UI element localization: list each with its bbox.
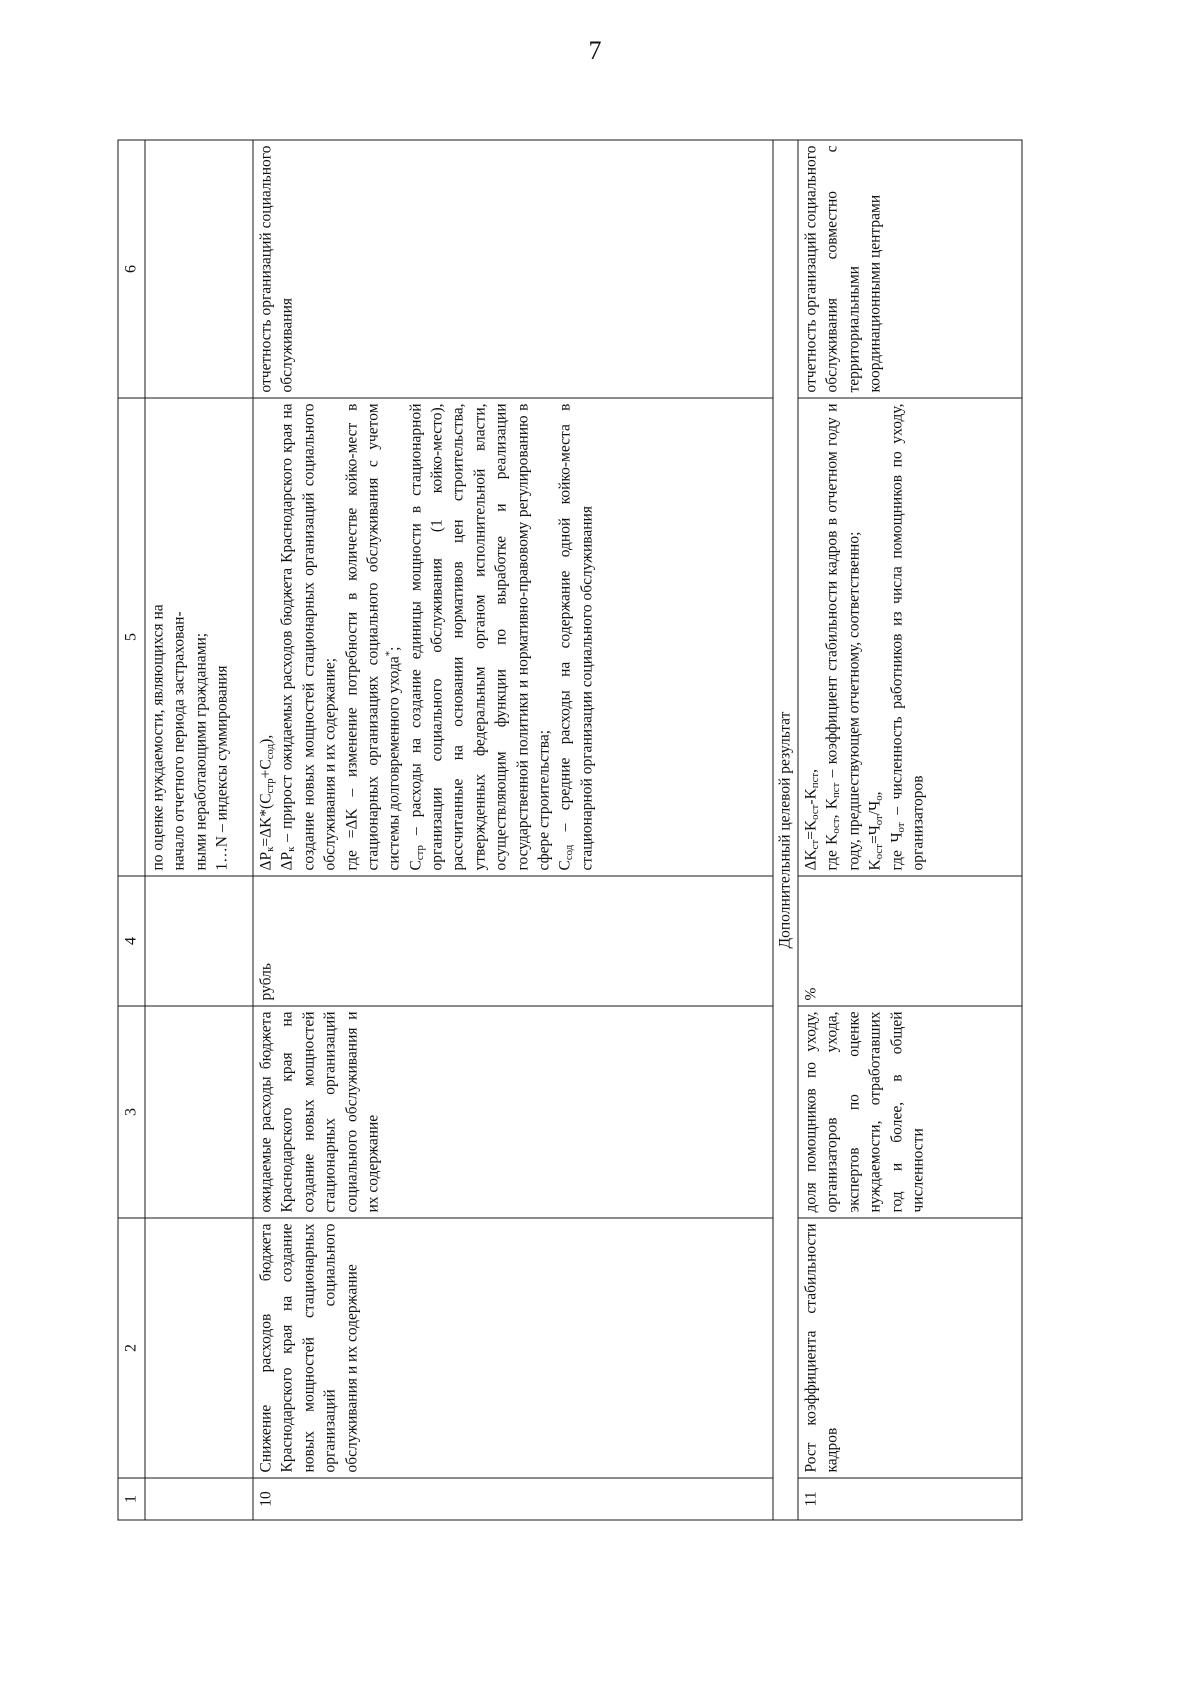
column-number: 1 xyxy=(118,1478,145,1520)
formula-explanation: $\Delta P_к$ – прирост ожидаемых расходов бюджета Краснодарского края на создание новых мощностей стационарных организаций социального обслуживания и их содержание; xyxy=(278,403,339,870)
table-row-10 xyxy=(253,140,773,1520)
cell-source xyxy=(145,140,253,398)
rotated-table-container xyxy=(118,140,1023,1520)
method-line: ными неработающими гражданами; xyxy=(192,632,210,870)
row-number: 10 xyxy=(253,1478,773,1520)
method-line: 1…N – индексы суммирования xyxy=(213,665,231,870)
method-line: начало отчетного периода застрахован- xyxy=(170,610,188,870)
column-number-row xyxy=(118,140,145,1520)
calculation-method xyxy=(253,398,773,876)
method-line: по оценке нуждаемости, являющихся на xyxy=(149,603,167,870)
section-heading: Дополнительный целевой результат xyxy=(773,140,798,1520)
unit-of-measure: % xyxy=(798,876,1022,1006)
data-source: отчетность организаций социального обслуживания xyxy=(253,140,773,398)
cell-number xyxy=(145,1478,253,1520)
formula-explanation: $C_{сод}$ – средние расходы на содержание одной койко-места в стационарной организации социального обслуживания xyxy=(556,403,596,870)
formula-explanation: где =ΔK – изменение потребности в количестве койко-мест в стационарных организациях социального обслуживания с учетом системы долговременного ухода*; xyxy=(343,403,403,870)
formula: $K_{ост}=Ч_{от}/Ч_о$, xyxy=(866,791,886,870)
column-number: 4 xyxy=(118,876,145,1006)
indicator-definition: доля помощников по уходу, организаторов ухода, экспертов по оценке нуждаемости, отработавших год и более, в общей численности xyxy=(798,1006,1022,1218)
indicator-name: Снижение расходов бюджета Краснодарского края на создание новых мощностей стационарных организаций социального обслуживания и их содержание xyxy=(253,1218,773,1478)
column-number: 3 xyxy=(118,1006,145,1218)
table-row-11 xyxy=(798,140,1022,1520)
formula: $\Delta P_к=\Delta K*(C_{стр}+C_{сод})$, xyxy=(257,734,277,870)
column-number: 5 xyxy=(118,398,145,876)
column-number: 6 xyxy=(118,140,145,398)
section-heading-row xyxy=(773,140,798,1520)
row-number: 11 xyxy=(798,1478,1022,1520)
data-source: отчетность организаций социального обслуживания совместно с территориальными координационными центрами xyxy=(798,140,1022,398)
continuation-row xyxy=(145,140,253,1520)
cell-definition xyxy=(145,1006,253,1218)
formula: $\Delta K_{ст}=K_{ост}-K_{пст}$, xyxy=(802,768,822,870)
cell-indicator xyxy=(145,1218,253,1478)
unit-of-measure: рубль xyxy=(253,876,773,1006)
formula-explanation: где $K_{ост}$, $K_{пст}$ – коэффициент стабильности кадров в отчетном году и году, предшествующем отчетному, соответственно; xyxy=(823,403,863,870)
formula-explanation: где $Ч_{от}$ – численность работников из числа помощников по уходу, организаторов xyxy=(888,403,927,870)
cell-unit xyxy=(145,876,253,1006)
calculation-method xyxy=(798,398,1022,876)
indicators-table xyxy=(118,139,1023,1520)
cell-method xyxy=(145,398,253,876)
page-number: 7 xyxy=(588,36,602,65)
column-number: 2 xyxy=(118,1218,145,1478)
indicator-name: Рост коэффициента стабильности кадров xyxy=(798,1218,1022,1478)
formula-explanation: $C_{стр}$ – расходы на создание единицы мощности в стационарной организации социального обслуживания (1 койко-место), рассчитанные на основании нормативов цен строительства, утвержденных федеральным органом исполнительной власти, осуществляющим функции по выработке и реализации государственной политики и нормативно-правовому регулированию в сфере строительства; xyxy=(407,403,553,870)
indicator-definition: ожидаемые расходы бюджета Краснодарского края на создание новых мощностей стационарных организаций социального обслуживания и их содержание xyxy=(253,1006,773,1218)
